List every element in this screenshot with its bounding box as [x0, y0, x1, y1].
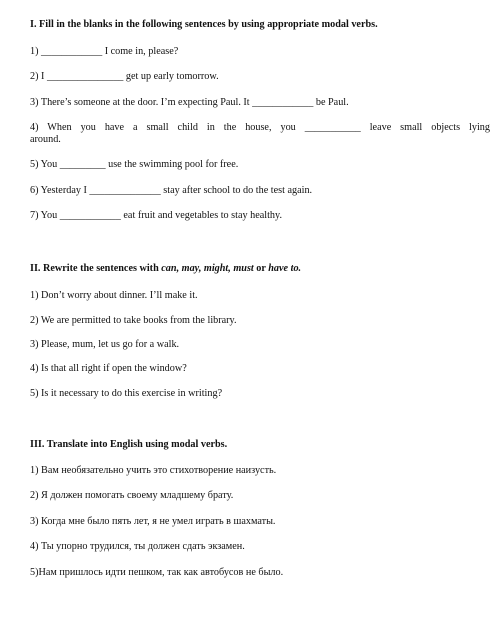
section-1-item-2: 2) I _______________ get up early tomorrow. — [30, 71, 219, 82]
section-3-heading: III. Translate into English using modal verbs. — [30, 439, 228, 450]
section-2-heading — [30, 263, 490, 275]
section-1-item-4-line-2: around. — [30, 134, 61, 146]
section-2-heading-modals: can, may, might, must — [161, 263, 254, 274]
section-1-item-5: 5) You _________ use the swimming pool for free. — [30, 159, 239, 170]
section-1-item-4-line-1: 4) When you have a small child in the house, you ___________ leave small objects lying — [30, 122, 490, 133]
section-1-item-3: 3) There’s someone at the door. I’m expecting Paul. It ____________ be Paul. — [30, 97, 349, 108]
section-3-item-2: 2) Я должен помогать своему младшему брату. — [30, 490, 234, 501]
section-2-item-5: 5) Is it necessary to do this exercise in writing? — [30, 388, 223, 399]
section-1-item-4 — [30, 122, 490, 146]
section-3-item-5: 5)Нам пришлось идти пешком, так как автобусов не было. — [30, 567, 284, 578]
section-3-item-3: 3) Когда мне было пять лет, я не умел играть в шахматы. — [30, 516, 276, 527]
section-2-heading-or: or — [253, 263, 269, 274]
section-2-item-4: 4) Is that all right if open the window? — [30, 363, 187, 374]
section-1-item-7: 7) You ____________ eat fruit and vegetables to stay healthy. — [30, 210, 282, 221]
section-2-heading-prefix: II. Rewrite the sentences with — [30, 263, 162, 274]
section-1-item-6: 6) Yesterday I ______________ stay after school to do the test again. — [30, 185, 313, 196]
section-1-heading: I. Fill in the blanks in the following sentences by using appropriate modal verbs. — [30, 19, 378, 30]
section-2-item-3: 3) Please, mum, let us go for a walk. — [30, 339, 180, 350]
section-2-heading-last: have to. — [268, 263, 302, 274]
section-1-item-1: 1) ____________ I come in, please? — [30, 46, 179, 57]
section-3-item-4: 4) Ты упорно трудился, ты должен сдать экзамен. — [30, 541, 245, 552]
section-2-item-1: 1) Don’t worry about dinner. I’ll make it. — [30, 290, 198, 301]
section-2-item-2: 2) We are permitted to take books from the library. — [30, 315, 237, 326]
section-3-item-1: 1) Вам необязательно учить это стихотворение наизусть. — [30, 465, 277, 476]
